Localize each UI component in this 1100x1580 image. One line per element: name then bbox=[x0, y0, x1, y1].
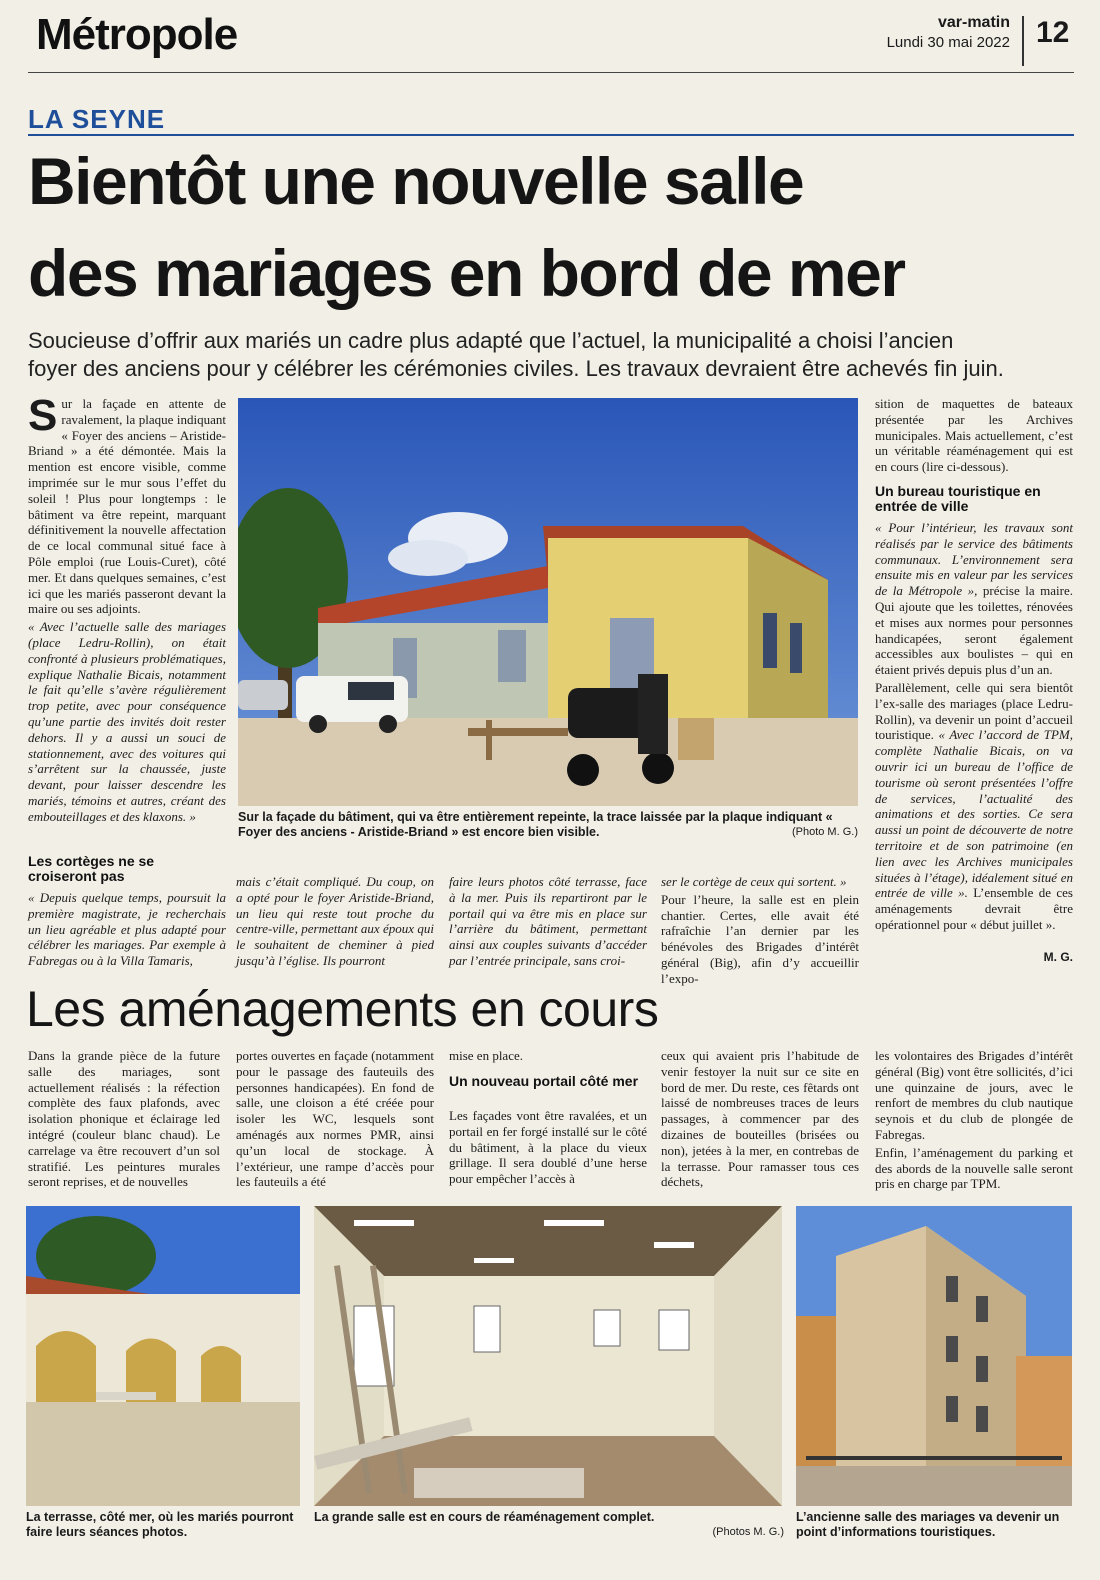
paragraph: ur la façade en attente de ravalement, la plaque indiquant « Foyer des anciens – Aristide-Briand » a été démontée. Mais la mention est encore visible, comme imprimée sur le mur sous l’effet du soleil ! Plus pour longtemps : le bâtiment va être repeint, marquant définitivement la nouvelle affectation de ce local communal situé face à Pôle emploi (rue Louis-Curet), côté mer. Et dans quelques semaines, c’est ici que les mariés passeront devant la maire ou ses adjoints. bbox=[28, 396, 226, 617]
paragraph: portes ouvertes en façade (notamment pour le passage des fauteuils des personnes handicapées). En fond de salle, une cloison a été créée pour isoler les WC, lesquels sont aménagés aux normes PMR, ainsi qu’un local de stockage. À l’extérieur, une rampe d’accès pour les fauteuils a été bbox=[236, 1048, 434, 1190]
paragraph: Pour l’heure, la salle est en plein chantier. Certes, elle avait été rafraîchie l’an dernier par les bénévoles des Brigades d’intérêt général (Big), afin d’y accueillir l’expo- bbox=[661, 891, 859, 986]
terrace-illustration bbox=[26, 1206, 300, 1506]
paragraph: les volontaires des Brigades d’intérêt général (Big) vont être sollicités, d’ici une quinzaine de jours, avec le renfort de membres du club nautique seynois et du club de plongée de Fabregas. bbox=[875, 1048, 1073, 1142]
paragraph: Dans la grande pièce de la future salle des mariages, sont actuellement réalisés : la réfection complète des faux plafonds, avec isolation phonique et éclairage led intégré (couleur blanc chaud). Le carrelage va être recouvert d’un sol stratifié. Les peintures murales seront reprises, et de nouvelles bbox=[28, 1048, 220, 1190]
quote-text: « Avec l’accord de TPM, complète Nathalie Bicais, on va ouvrir ici un bureau de l’office de tourisme où seront présentées l’offre de services, l’actualité des animations et des sorties. Ce sera aussi un point de découverte de notre territoire et de son patrimoine (en lien avec les Archives municipales situées à l’étage), idéalement situé en entrée de ville ». bbox=[875, 727, 1073, 901]
article-column-1 bbox=[28, 391, 226, 827]
newspaper-name: var-matin bbox=[937, 14, 1010, 31]
building-illustration bbox=[238, 398, 858, 806]
main-photo-building bbox=[238, 398, 858, 806]
sidebar-column-3 bbox=[449, 1048, 647, 1066]
paragraph: Les façades vont être ravalées, et un portail en fer forgé installé sur le côté du bâtiment, à la place du vieux grillage. Il sera doublé d’une herse pour empêcher l’accès à bbox=[449, 1108, 647, 1187]
quote-paragraph: faire leurs photos côté terrasse, face à la mer. Puis ils repartiront par le portail qui va être mis en place sur l’arrière du bâtiment, permettant ainsi aux couples suivants d’accéder par l’entrée principale, sans croi- bbox=[449, 874, 647, 968]
subhead-bureau-touristique: Un bureau touristique en entrée de ville bbox=[875, 483, 1041, 514]
photo-terrace bbox=[26, 1206, 300, 1506]
sidebar-column-1 bbox=[28, 1048, 220, 1192]
sidebar-column-5 bbox=[875, 1048, 1073, 1194]
kicker-rule bbox=[28, 134, 1074, 136]
dropcap: S bbox=[28, 391, 58, 440]
page-divider bbox=[1022, 16, 1024, 66]
quote-paragraph: mais c’était compliqué. Du coup, on a opté pour le foyer Aristide-Briand, un lieu qui reste tout proche du centre-ville, permettant aux époux qui le souhaitent de cheminer à pied jusqu’à l’église. Ils pourront bbox=[236, 874, 434, 968]
section-name: Métropole bbox=[36, 10, 238, 59]
quote-paragraph: « Avec l’actuelle salle des mariages (place Ledru-Rollin), on était confronté à plusieurs problématiques, explique Nathalie Bicais, notamment le fait qu’elle s’avère régulièrement trop petite, avec pour conséquence qu’une partie des invités doit rester dehors. Il y a aussi un souci de stationnement, avec des voitures qui s’arrêtent sur la chaussée, juste devant, pour laisser descendre les mariés, témoins et autres, créant des embouteillages et des klaxons. » bbox=[28, 619, 226, 824]
article-column-5-body bbox=[875, 520, 1073, 935]
lede-line-1: Soucieuse d’offrir aux mariés un cadre plus adapté que l’actuel, la municipalité a choisi l’ancien bbox=[28, 328, 954, 353]
headline-line-1: Bientôt une nouvelle salle bbox=[28, 144, 804, 218]
paragraph: sition de maquettes de bateaux présentée par les Archives municipales. Mais actuellement, c’est un véritable réaménagement qui est en cours (lire ci-dessous). bbox=[875, 396, 1073, 475]
header-rule bbox=[28, 72, 1074, 73]
hall-illustration bbox=[314, 1206, 782, 1506]
quote-text: « Pour l’intérieur, les travaux sont réalisés par le service des bâtiments communaux. L’environnement sera ensuite mis en valeur par les services de la Métropole », bbox=[875, 520, 1073, 599]
article-column-1-bottom bbox=[28, 890, 226, 971]
article-column-5 bbox=[875, 396, 1073, 477]
subhead-nouveau-portail: Un nouveau portail côté mer bbox=[449, 1073, 639, 1089]
caption-terrace: La terrasse, côté mer, où les mariés pourront faire leurs séances photos. bbox=[26, 1510, 294, 1539]
paragraph: Enfin, l’aménagement du parking et des abords de la nouvelle salle seront pris en charge par TPM. bbox=[875, 1144, 1073, 1192]
paragraph: ceux qui avaient pris l’habitude de venir festoyer la nuit sur ce site en bord de mer. Du reste, ces fêtards ont laissé de nombreuses traces de leurs passages, à commencer par des dizaines de bouteilles (brisées ou non), jetées à la mer, en contrebas de la terrasse. Pour ramasser tous ces déchets, bbox=[661, 1048, 859, 1190]
article-column-2 bbox=[236, 874, 434, 971]
sidebar-column-3-body bbox=[449, 1108, 647, 1189]
main-photo-caption: Sur la façade du bâtiment, qui va être entièrement repeinte, la trace laissée par la plaque indiquant « Foyer des anciens - Aristide-Briand » est encore bien visible. bbox=[238, 810, 833, 839]
photo-hall bbox=[314, 1206, 782, 1506]
paragraph: mise en place. bbox=[449, 1048, 523, 1063]
article-column-3 bbox=[449, 874, 647, 971]
quote-paragraph: « Depuis quelque temps, poursuit la première magistrate, je recherchais un lieu agréable et plus adapté pour célébrer les mariages. Par exemple à Fabregas ou à la Villa Tamaris, bbox=[28, 890, 226, 969]
caption-hall: La grande salle est en cours de réaménagement complet. bbox=[314, 1510, 655, 1524]
photo-old-hall bbox=[796, 1206, 1072, 1506]
subhead-corteges: Les cortèges ne se croiseront pas bbox=[28, 853, 155, 884]
paragraph-text: Parallèlement, celle qui sera bientôt l’ex-salle des mariages (place Ledru-Rollin), va devenir un point d’accueil touristique. bbox=[875, 679, 1073, 743]
paragraph-text: précise la maire. Qui ajoute que les toilettes, rénovées et mises aux normes pour personnes handicapées, seront également accessibles aux boulistes – qui en étaient privés depuis plus d’un an. bbox=[875, 583, 1073, 678]
quote-paragraph: ser le cortège de ceux qui sortent. » bbox=[661, 874, 847, 889]
caption-old-hall: L’ancienne salle des mariages va devenir un point d’informations touristiques. bbox=[796, 1510, 1060, 1539]
lede-line-2: foyer des anciens pour y célébrer les cérémonies civiles. Les travaux devraient être achevés fin juin. bbox=[28, 356, 1004, 381]
sidebar-column-4 bbox=[661, 1048, 859, 1192]
paragraph-text: L’ensemble de ces aménagements devrait être opérationnel pour « début juillet ». bbox=[875, 885, 1073, 932]
photos-credit: (Photos M. G.) bbox=[712, 1526, 784, 1538]
page-number: 12 bbox=[1036, 16, 1070, 49]
issue-date: Lundi 30 mai 2022 bbox=[886, 34, 1010, 51]
author-signature: M. G. bbox=[1043, 950, 1073, 964]
old-hall-illustration bbox=[796, 1206, 1072, 1506]
article-column-4 bbox=[661, 874, 859, 989]
sidebar-column-2 bbox=[236, 1048, 434, 1192]
sidebar-headline: Les aménagements en cours bbox=[26, 981, 659, 1037]
headline-line-2: des mariages en bord de mer bbox=[28, 236, 905, 310]
article-kicker: LA SEYNE bbox=[28, 104, 166, 134]
main-photo-credit: (Photo M. G.) bbox=[791, 826, 858, 838]
